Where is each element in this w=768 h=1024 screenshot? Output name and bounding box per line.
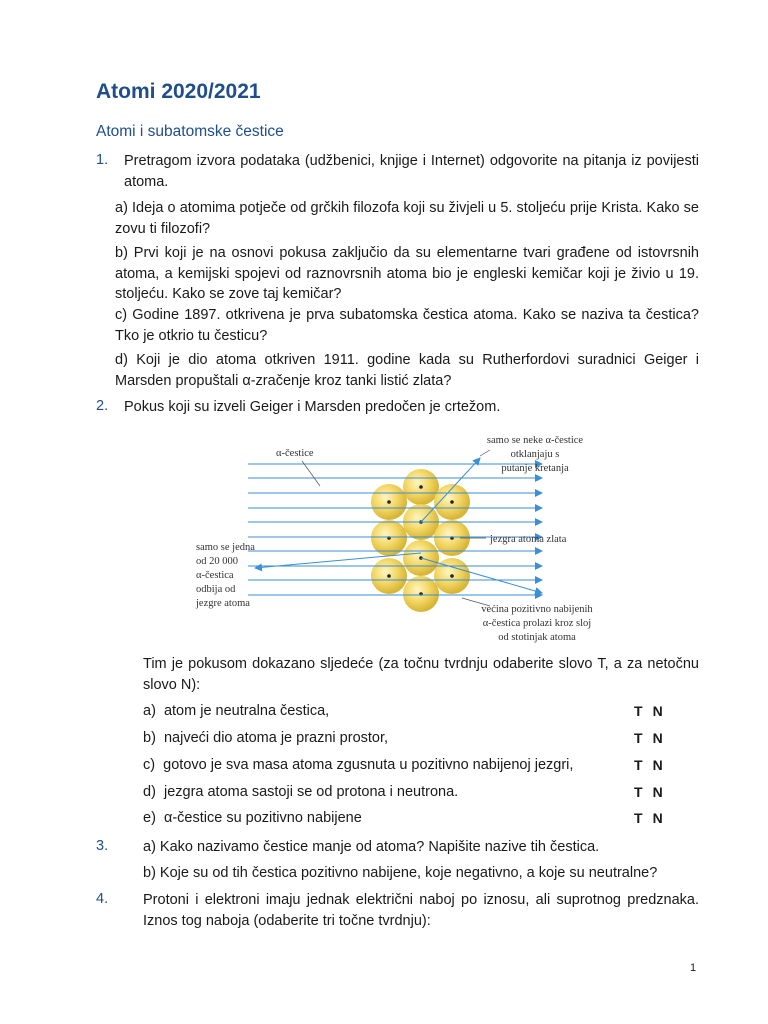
tn-item [143,784,458,800]
rutherford-experiment-diagram [190,428,630,650]
label-reflect-line1: samo se jedna [196,542,255,553]
gold-atoms [371,469,470,612]
label-gold-nucleus: jezgra atoma zlata [490,534,567,545]
label-deflect-line2: otklanjaju s [510,449,560,460]
label-reflect-line3: α-čestica [196,570,234,581]
tn-item [143,810,362,826]
q2-text: Pokus koji su izveli Geiger i Marsden predočen je crtežom. [124,399,501,415]
n-option[interactable]: N [652,757,663,773]
q3-a: a) Kako nazivamo čestice manje od atoma? Napišite nazive tih čestica. [143,839,600,855]
section-subtitle: Atomi i subatomske čestice [96,123,284,140]
item-text: α-čestice su pozitivno nabijene [163,810,362,826]
label-reflect-line2: od 20 000 [196,556,238,567]
tn-choice[interactable] [634,757,673,773]
q4-text: Protoni i elektroni imaju jednak električni naboj po iznosu, ali suprotnog predznaka. Iznos tog naboja (odaberite tri točne tvrdnju): [143,892,699,929]
tn-choice[interactable] [634,703,673,719]
n-option[interactable]: N [652,730,663,746]
item-text: atom je neutralna čestica, [163,703,330,719]
item-letter: d) [143,784,156,800]
tn-item [143,757,573,773]
q1-c: c) Godine 1897. otkrivena je prva subatomska čestica atoma. Kako se naziva ta čestica? Tko je otkrio tu česticu? [115,307,699,344]
n-option[interactable]: N [652,703,663,719]
t-option[interactable]: T [634,784,643,800]
page-number: 1 [690,962,697,974]
label-reflect-line4: odbija od [196,584,236,595]
label-deflect-line3: putanje kretanja [501,463,569,474]
n-option[interactable]: N [652,784,663,800]
q1-text: Pretragom izvora podataka (udžbenici, knjige i Internet) odgovorite na pitanja iz povijesti atoma. [124,153,699,190]
item-letter: a) [143,703,156,719]
q1-number: 1. [96,152,109,168]
q2-number: 2. [96,398,109,414]
item-letter: b) [143,730,156,746]
q1-a: a) Ideja o atomima potječe od grčkih filozofa koji su živjeli u 5. stoljeću prije Krista. Kako se zovu ti filozofi? [115,200,699,237]
item-text: jezgra atoma sastoji se od protona i neutrona. [163,784,459,800]
t-option[interactable]: T [634,703,643,719]
tn-choice[interactable] [634,784,673,800]
label-reflect-line5: jezgre atoma [196,598,250,609]
q1-b: b) Prvi koji je na osnovi pokusa zaključio da su elementarne tvari građene od istovrsnih atoma, a kemijski spojevi od raznovrsnih atoma bio je engleski kemičar koji je živio u 19. stoljeću. Kako se zove taj kemičar? [115,245,699,302]
label-pass-line2: α-čestica prolazi kroz sloj [482,618,592,629]
label-alpha-particles: α-čestice [276,448,314,459]
t-option[interactable]: T [634,730,643,746]
q3-number: 3. [96,838,109,854]
page-title: Atomi 2020/2021 [96,80,261,103]
t-option[interactable]: T [634,810,643,826]
q4-number: 4. [96,891,109,907]
item-text: najveći dio atoma je prazni prostor, [163,730,389,746]
label-pass-line1: većina pozitivno nabijenih [481,604,593,615]
n-option[interactable]: N [652,810,663,826]
tn-choice[interactable] [634,730,673,746]
item-letter: e) [143,810,156,826]
q3-b: b) Koje su od tih čestica pozitivno nabijene, koje negativno, a koje su neutralne? [143,865,658,881]
tn-item [143,703,329,719]
t-option[interactable]: T [634,757,643,773]
item-letter: c) [143,757,156,773]
label-deflect-line1: samo se neke α-čestice [486,435,584,446]
tn-item [143,730,388,746]
q2-intro: Tim je pokusom dokazano sljedeće (za točnu tvrdnju odaberite slovo T, a za netočnu slovo N): [143,656,699,693]
label-pass-line3: od stotinjak atoma [498,632,576,643]
q1-d: d) Koji je dio atoma otkriven 1911. godine kada su Rutherfordovi suradnici Geiger i Marsden propuštali α-zračenje kroz tanki listić zlata? [115,352,699,389]
item-text: gotovo je sva masa atoma zgusnuta u pozitivno nabijenoj jezgri, [163,757,574,773]
tn-choice[interactable] [634,810,673,826]
